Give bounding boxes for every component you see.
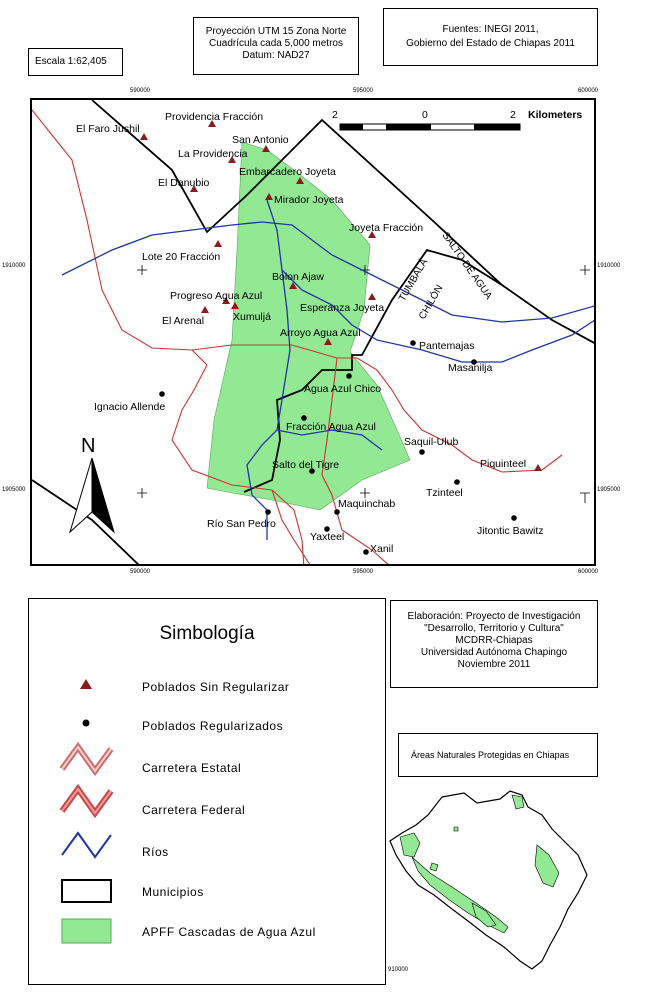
- label-el-danubio: El Danubio: [158, 177, 210, 189]
- label-salto-de-agua: SALTO DE AGUA: [439, 230, 494, 302]
- scale-bar: [340, 124, 520, 130]
- credits-line2: "Desarrollo, Territorio y Cultura": [424, 623, 564, 634]
- legend-river-icon: [62, 833, 111, 857]
- label-masanilja: Masanilja: [448, 362, 493, 374]
- marker-ignacio-allende: [159, 391, 165, 397]
- tick-bottom-1: 590000: [130, 569, 151, 575]
- label-tzinteel: Tzinteel: [426, 487, 463, 499]
- legend-label-federal-road: Carretera Federal: [142, 803, 246, 817]
- legend-label-municipalities: Municipios: [142, 885, 204, 899]
- legend-title: Simbología: [159, 623, 255, 644]
- label-lote-20-fraccion: Lote 20 Fracción: [142, 251, 221, 263]
- legend-label-unregularized: Poblados Sin Regularizar: [142, 680, 290, 694]
- tick-bottom-2: 595000: [353, 569, 374, 575]
- main-map: [32, 100, 596, 566]
- map-frame: [30, 98, 596, 566]
- label-ignacio-allende: Ignacio Allende: [94, 401, 166, 413]
- north-label: N: [81, 435, 96, 457]
- label-fraccion-agua-azul: Fracción Agua Azul: [286, 421, 376, 433]
- tick-bottom-3: 600000: [578, 569, 599, 575]
- legend-triangle-icon: [80, 679, 92, 689]
- legend-label-state-road: Carretera Estatal: [142, 761, 242, 775]
- legend-federal-road-inner: [62, 789, 111, 813]
- projection-line2: Cuadrícula cada 5,000 metros: [209, 38, 343, 49]
- chiapas-outline: [390, 791, 587, 969]
- scalebar-right: 2: [510, 109, 516, 121]
- credits-line1: Elaboración: Proyecto de Investigación: [407, 611, 581, 622]
- projection-info: [193, 17, 359, 75]
- label-el-arenal: El Arenal: [162, 315, 205, 327]
- credits-line4: Universidad Autónoma Chapingo: [420, 647, 568, 658]
- legend-state-road-inner: [62, 747, 111, 771]
- label-bolon-ajaw: Bolon Ajaw: [272, 271, 324, 283]
- legend-protected-area-icon: [62, 919, 111, 943]
- marker-rio-san-pedro: [265, 509, 271, 515]
- inset-title: Áreas Naturales Protegidas en Chiapas: [398, 733, 598, 777]
- tick-left-1: 1910000: [2, 263, 26, 269]
- label-mirador-joyeta: Mirador Joyeta: [274, 194, 344, 206]
- marker-xanil: [363, 549, 369, 555]
- tick-top-1: 590000: [130, 88, 151, 94]
- label-salto-del-tigre: Salto del Tigre: [272, 459, 340, 471]
- label-arroyo-agua-azul: Arroyo Agua Azul: [280, 327, 361, 339]
- tick-top-3: 600000: [578, 88, 599, 94]
- credits-line5: Noviembre 2011: [457, 659, 531, 670]
- scalebar-unit: Kilometers: [528, 109, 583, 121]
- sources-line1: Fuentes: INEGI 2011,: [442, 24, 539, 35]
- label-jitontic-bawitz: Jitontic Bawitz: [477, 525, 544, 537]
- scale-label: Escala 1:62,405: [28, 48, 123, 76]
- legend: [28, 598, 386, 985]
- label-agua-azul-chico: Agua Azul Chico: [304, 383, 382, 395]
- label-esperanza-joyeta: Esperanza Joyeta: [300, 302, 385, 314]
- label-maquinchab: Maquinchab: [338, 498, 396, 510]
- label-joyeta-fraccion: Joyeta Fracción: [349, 222, 424, 234]
- marker-lote-20-fraccion: [214, 240, 222, 247]
- tick-top-2: 595000: [353, 88, 374, 94]
- label-xanil: Xanil: [370, 543, 394, 555]
- marker-tzinteel: [454, 479, 460, 485]
- inset-map-chiapas: [382, 785, 602, 975]
- label-la-providencia: La Providencia: [178, 148, 248, 160]
- projection-line1: Proyección UTM 15 Zona Norte: [205, 26, 347, 37]
- label-chilon: CHILÓN: [417, 283, 446, 322]
- marker-el-faro-jushil: [140, 133, 148, 140]
- credits-line3: MCDRR-Chiapas: [455, 635, 533, 646]
- label-saquil-ulub: Saquil-Ulub: [404, 436, 459, 448]
- tick-right-1: 1910000: [597, 263, 621, 269]
- marker-el-arenal: [201, 306, 209, 313]
- projection-line3: Datum: NAD27: [242, 50, 310, 61]
- marker-esperanza-joyeta: [368, 293, 376, 300]
- legend-label-regularized: Poblados Regularizados: [142, 719, 284, 733]
- marker-jitontic-bawitz: [511, 515, 517, 521]
- label-embarcadero-joyeta: Embarcadero Joyeta: [239, 166, 336, 178]
- inset-tick: 910000: [388, 967, 409, 973]
- label-piquinteel: Piquinteel: [480, 458, 527, 470]
- label-el-faro-jushil: El Faro Jushil: [76, 123, 140, 135]
- marker-saquil-ulub: [419, 449, 425, 455]
- label-san-antonio: San Antonio: [232, 134, 289, 146]
- legend-dot-icon: [83, 720, 90, 727]
- marker-piquinteel: [534, 464, 542, 471]
- scalebar-mid: 0: [422, 109, 428, 121]
- label-pantemajas: Pantemajas: [419, 340, 475, 352]
- legend-municipality-icon: [62, 880, 111, 902]
- sources-info: [383, 8, 598, 66]
- label-tumbala: TUMBALÁ: [397, 257, 431, 304]
- label-rio-san-pedro: Río San Pedro: [207, 518, 276, 530]
- marker-agua-azul-chico: [346, 373, 352, 379]
- label-progreso-agua-azul: Progreso Agua Azul: [170, 290, 263, 302]
- tick-left-2: 1905000: [2, 487, 26, 493]
- credits-box: [390, 600, 598, 688]
- marker-fraccion-agua-azul: [301, 415, 307, 421]
- label-providencia-fraccion: Providencia Fracción: [165, 111, 264, 123]
- label-xumulja: Xumuljá: [233, 311, 271, 323]
- sources-line2: Gobierno del Estado de Chiapas 2011: [406, 38, 575, 49]
- label-yaxteel: Yaxteel: [310, 531, 345, 543]
- tick-right-2: 1905000: [597, 487, 621, 493]
- legend-label-rivers: Ríos: [142, 845, 169, 859]
- marker-pantemajas: [410, 340, 416, 346]
- legend-label-protected-area: APFF Cascadas de Agua Azul: [142, 925, 316, 939]
- marker-maquinchab: [334, 509, 340, 515]
- scalebar-left: 2: [332, 109, 338, 121]
